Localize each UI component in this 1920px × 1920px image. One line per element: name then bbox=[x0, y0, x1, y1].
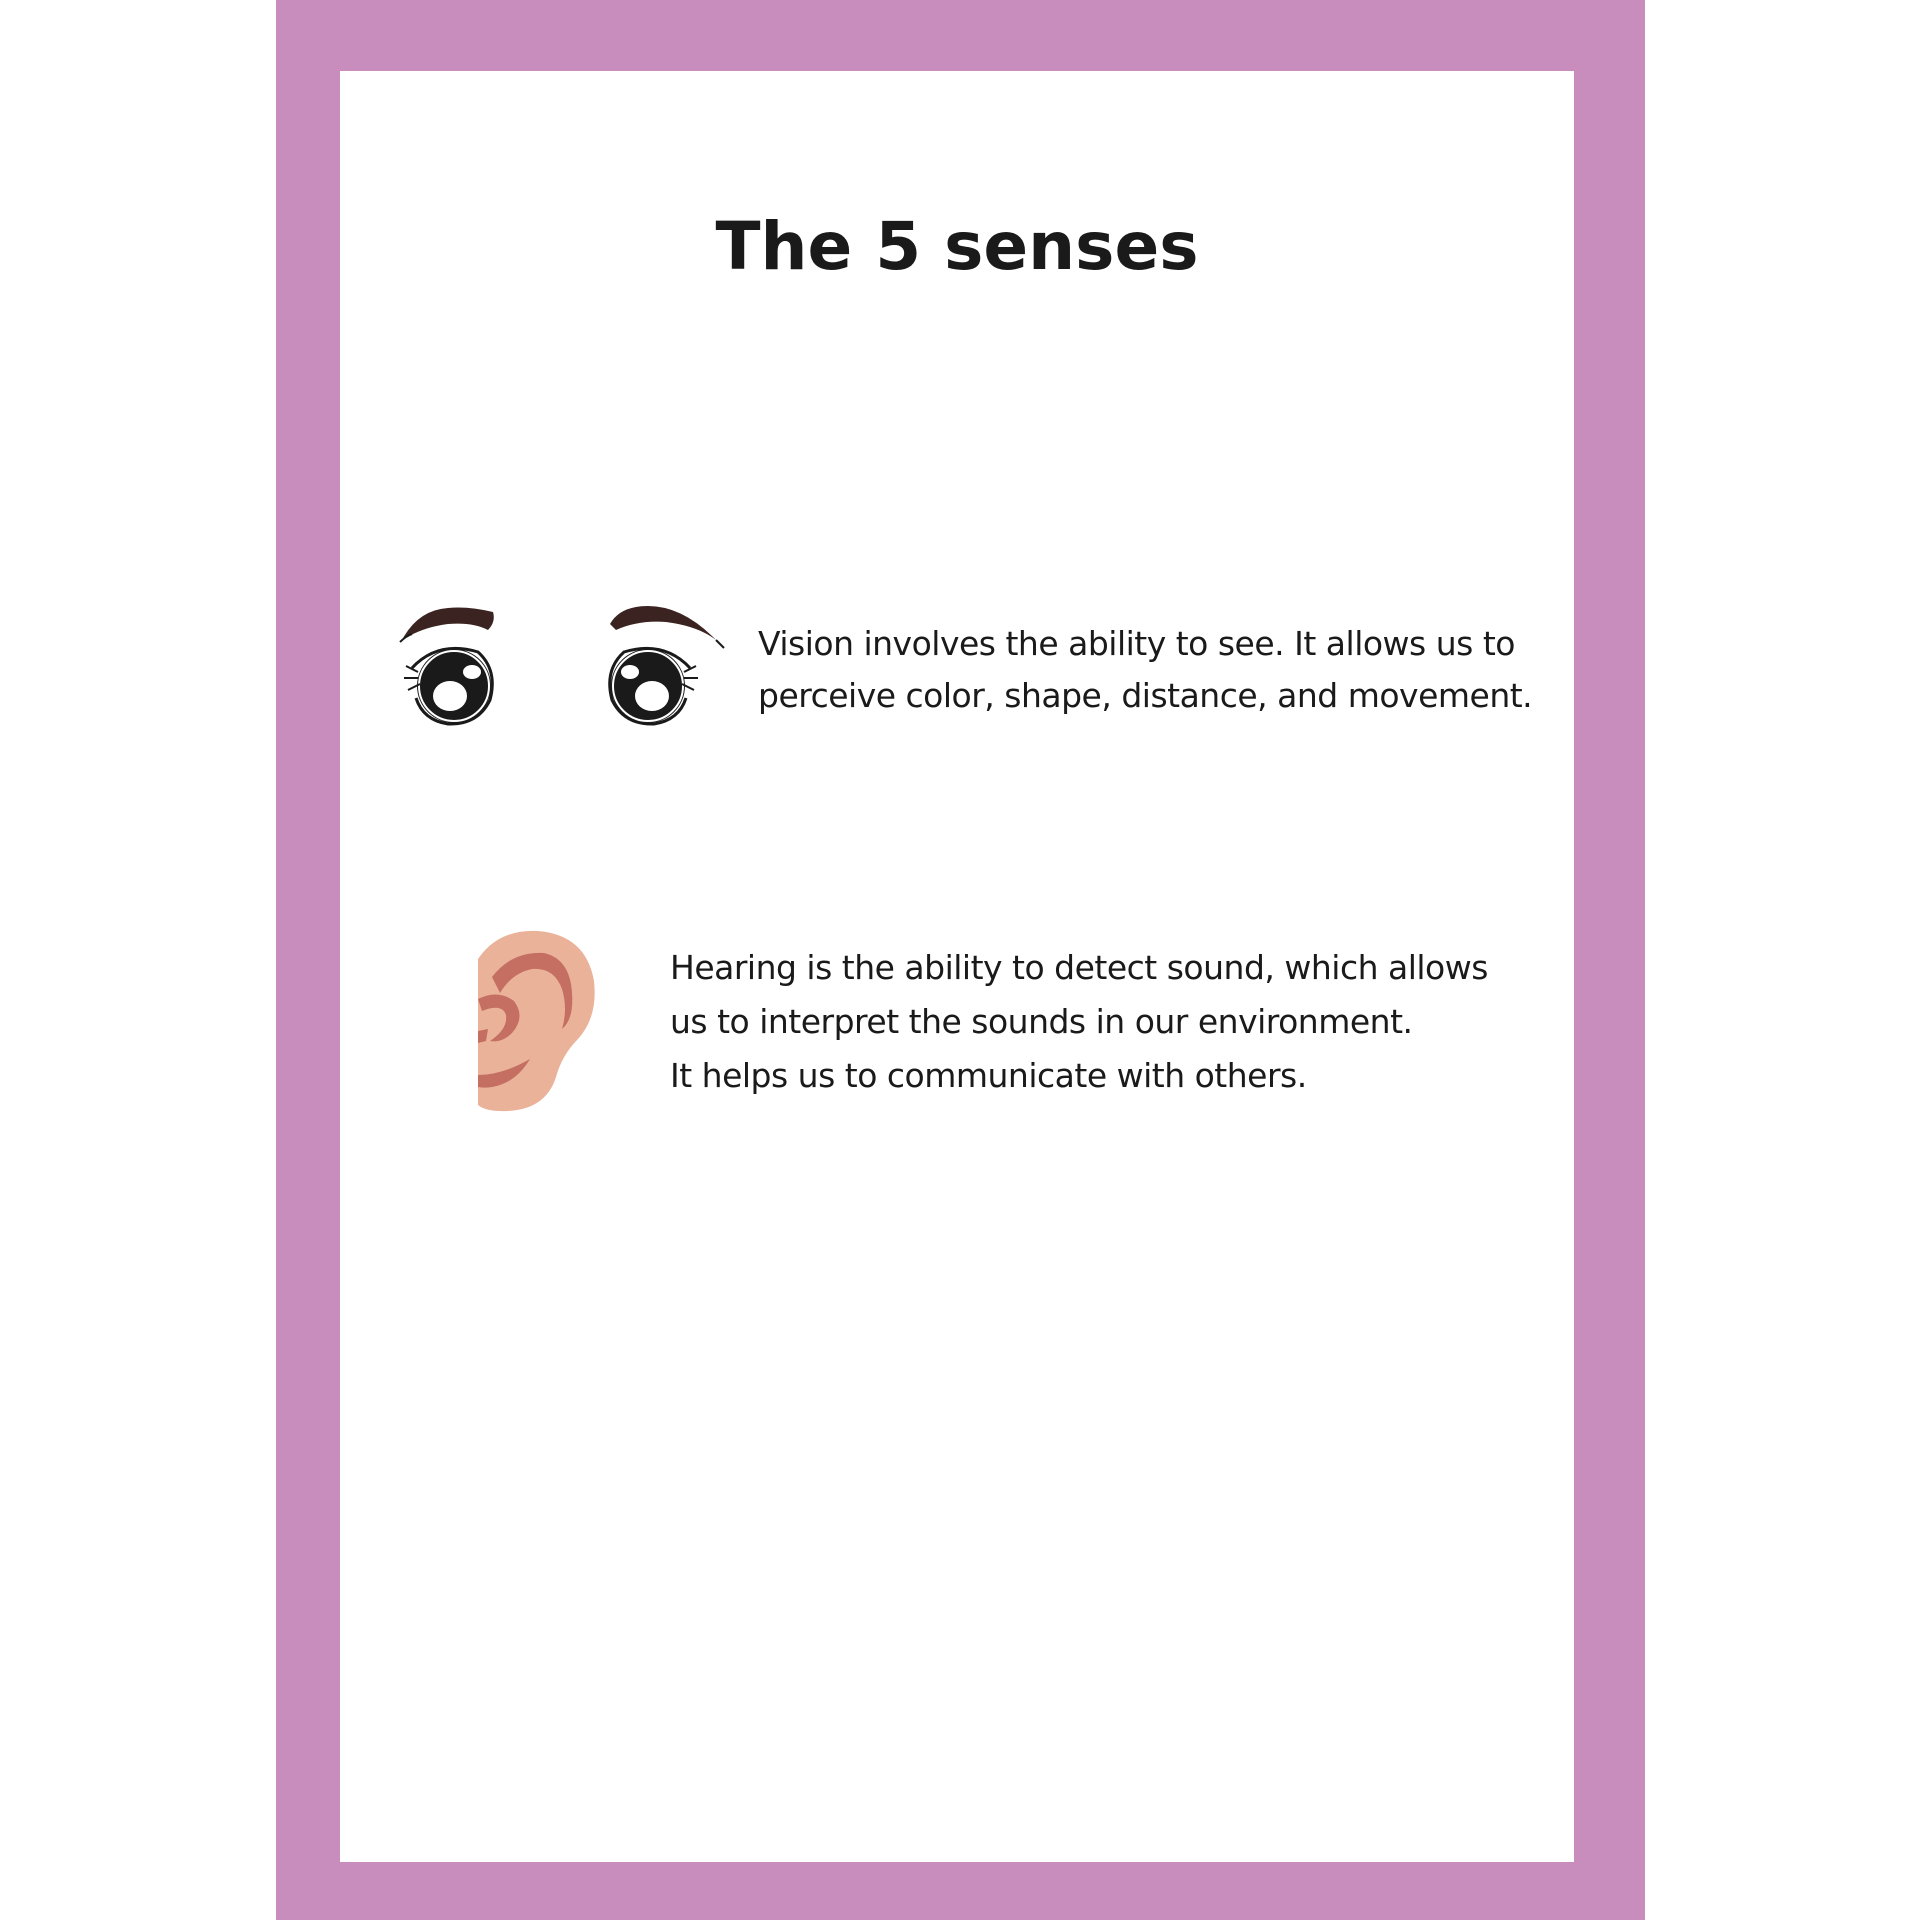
worksheet-page bbox=[340, 71, 1574, 1862]
page-title: The 5 senses bbox=[715, 208, 1199, 285]
vision-line: perceive color, shape, distance, and movement. bbox=[758, 676, 1533, 715]
hearing-line: It helps us to communicate with others. bbox=[670, 1056, 1307, 1095]
vision-line: Vision involves the ability to see. It allows us to bbox=[758, 624, 1515, 663]
left-eye-icon bbox=[400, 608, 494, 725]
right-eye-icon bbox=[610, 606, 724, 724]
page-border bbox=[276, 0, 1645, 1920]
ear-icon bbox=[478, 929, 598, 1113]
hearing-description bbox=[670, 941, 1490, 1103]
hearing-line: us to interpret the sounds in our environment. bbox=[670, 1002, 1413, 1041]
hearing-line: Hearing is the ability to detect sound, which allows bbox=[670, 948, 1488, 987]
vision-description bbox=[758, 618, 1533, 722]
eyes-icon bbox=[398, 600, 728, 730]
